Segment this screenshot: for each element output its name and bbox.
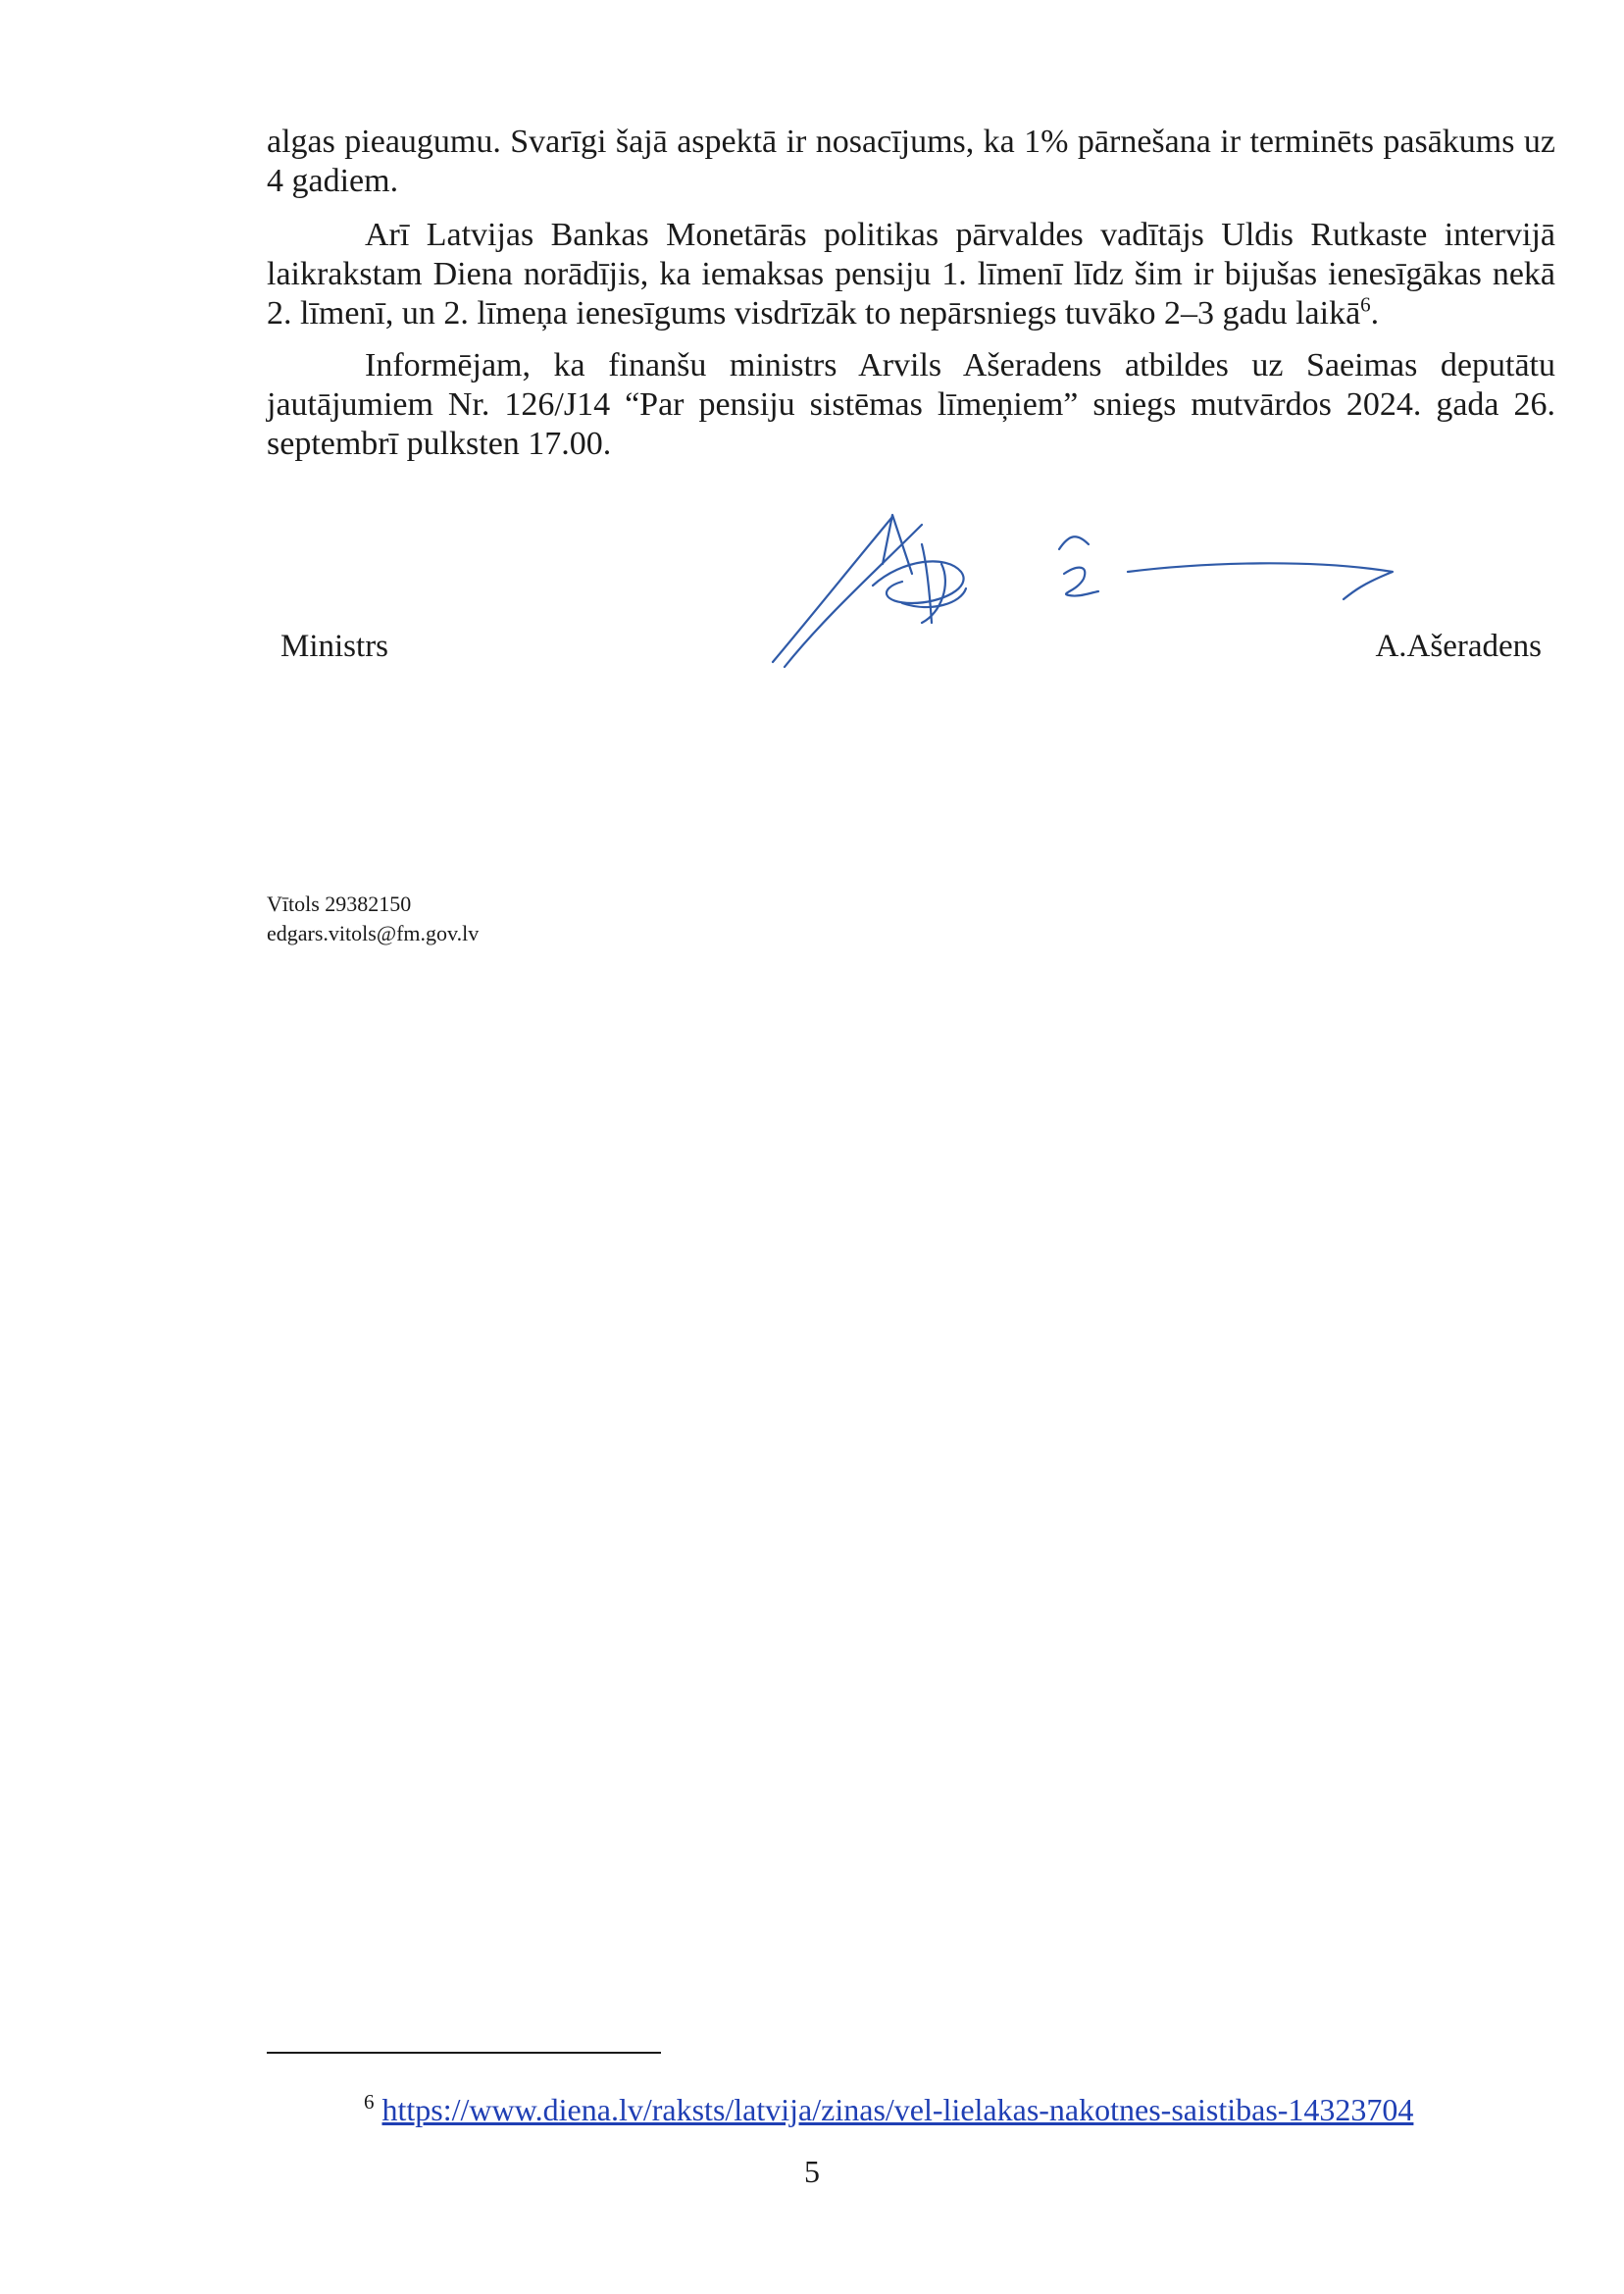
paragraph-text: algas pieaugumu. Svarīgi šajā aspektā ir nosacījums, ka 1% pārnešana ir terminēts pasākums uz 4 gadiem.	[267, 124, 1555, 199]
handwritten-signature	[765, 505, 1412, 672]
paragraph-rutkaste	[267, 216, 1555, 333]
paragraph-text: Informējam, ka finanšu ministrs Arvils Ašeradens atbildes uz Saeimas deputātu jautājumiem Nr. 126/J14 “Par pensiju sistēmas līmeņiem” sniegs mutvārdos 2024. gada 26. septembrī pulksten 17.00.	[267, 347, 1555, 462]
page-number: 5	[804, 2154, 820, 2189]
paragraph-text: Arī Latvijas Bankas Monetārās politikas pārvaldes vadītājs Uldis Rutkaste intervijā laikrakstam Diena norādījis, ka iemaksas pensiju 1. līmenī līdz šim ir bijušas ienesīgākas nekā 2. līmenī, un 2. līmeņa ienesīgums visdrīzāk to nepārsniegs tuvāko 2–3 gadu laikā	[267, 217, 1555, 331]
footnote-divider	[267, 2052, 661, 2054]
footnote-link[interactable]: https://www.diena.lv/raksts/latvija/zinas/vel-lielakas-nakotnes-saistibas-14323704	[381, 2092, 1414, 2127]
contact-phone: Vītols 29382150	[267, 892, 412, 916]
contact-info	[267, 890, 479, 948]
signatory-title: Ministrs	[280, 629, 389, 664]
contact-email[interactable]: edgars.vitols@fm.gov.lv	[267, 921, 480, 945]
signatory-name: A.Ašeradens	[1375, 629, 1542, 664]
footnote-reference[interactable]: 6	[1360, 292, 1371, 317]
paragraph-continuation	[267, 123, 1555, 201]
paragraph-information	[267, 346, 1555, 464]
paragraph-end: .	[1370, 295, 1380, 331]
footnote-number: 6	[364, 2090, 375, 2115]
footnote	[364, 2090, 1413, 2129]
